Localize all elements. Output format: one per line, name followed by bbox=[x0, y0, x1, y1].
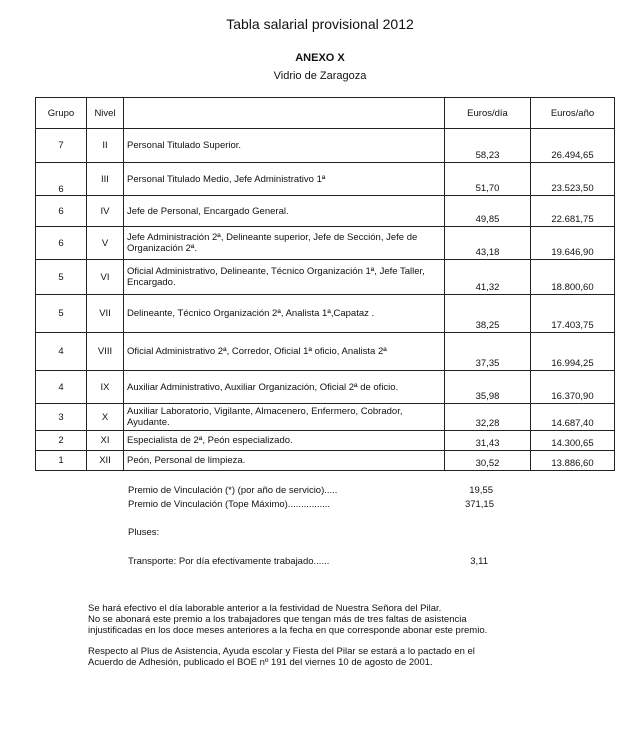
euros-ano-cell: 16.994,25 bbox=[531, 333, 615, 371]
nivel-cell: X bbox=[87, 404, 124, 431]
euros-dia-cell: 31,43 bbox=[445, 431, 531, 451]
note-line: No se abonará este premio a los trabajadores que tengan más de tres faltas de asistencia bbox=[88, 614, 467, 625]
euros-dia-cell: 49,85 bbox=[445, 196, 531, 227]
categoria-cell: Jefe Administración 2ª, Delineante superior, Jefe de Sección, Jefe de Organización 2ª. bbox=[124, 227, 445, 260]
table-row bbox=[36, 451, 615, 471]
header-euros-dia: Euros/día bbox=[445, 98, 531, 129]
premio-tope-value: 371,15 bbox=[464, 499, 494, 510]
note-line: Respecto al Plus de Asistencia, Ayuda escolar y Fiesta del Pilar se estará a lo pactado en el bbox=[88, 646, 475, 657]
company-name: Vidrio de Zaragoza bbox=[273, 70, 367, 82]
nivel-cell: II bbox=[87, 129, 124, 163]
euros-dia-cell: 43,18 bbox=[445, 227, 531, 260]
euros-dia-cell: 51,70 bbox=[445, 163, 531, 196]
table-row bbox=[36, 227, 615, 260]
euros-dia-cell: 30,52 bbox=[445, 451, 531, 471]
euros-ano-cell: 17.403,75 bbox=[531, 295, 615, 333]
euros-ano-cell: 19.646,90 bbox=[531, 227, 615, 260]
euros-ano-cell: 26.494,65 bbox=[531, 129, 615, 163]
annex-heading: ANEXO X bbox=[295, 52, 345, 64]
document-title: Tabla salarial provisional 2012 bbox=[226, 16, 414, 32]
euros-dia-cell: 32,28 bbox=[445, 404, 531, 431]
euros-dia-cell: 41,32 bbox=[445, 260, 531, 295]
nivel-cell: VI bbox=[87, 260, 124, 295]
grupo-cell: 6 bbox=[36, 227, 87, 260]
categoria-cell: Delineante, Técnico Organización 2ª, Analista 1ª,Capataz . bbox=[124, 295, 445, 333]
nivel-cell: IX bbox=[87, 371, 124, 404]
table-row bbox=[36, 260, 615, 295]
header-euros-ano: Euros/año bbox=[531, 98, 615, 129]
grupo-cell: 2 bbox=[36, 431, 87, 451]
euros-dia-cell: 35,98 bbox=[445, 371, 531, 404]
header-nivel: Nivel bbox=[87, 98, 124, 129]
header-categoria bbox=[124, 98, 445, 129]
categoria-cell: Jefe de Personal, Encargado General. bbox=[124, 196, 445, 227]
euros-dia-cell: 37,35 bbox=[445, 333, 531, 371]
grupo-cell: 5 bbox=[36, 295, 87, 333]
nivel-cell: VIII bbox=[87, 333, 124, 371]
categoria-cell: Personal Titulado Medio, Jefe Administrativo 1ª bbox=[124, 163, 445, 196]
grupo-cell: 1 bbox=[36, 451, 87, 471]
table-row bbox=[36, 196, 615, 227]
euros-dia-cell: 38,25 bbox=[445, 295, 531, 333]
table-row bbox=[36, 295, 615, 333]
table-row bbox=[36, 404, 615, 431]
nivel-cell: XI bbox=[87, 431, 124, 451]
euros-ano-cell: 23.523,50 bbox=[531, 163, 615, 196]
euros-ano-cell: 13.886,60 bbox=[531, 451, 615, 471]
note-line: Acuerdo de Adhesión, publicado el BOE nº 191 del viernes 10 de agosto de 2001. bbox=[88, 657, 433, 668]
table-row bbox=[36, 333, 615, 371]
grupo-cell: 4 bbox=[36, 333, 87, 371]
nivel-cell: III bbox=[87, 163, 124, 196]
grupo-cell: 6 bbox=[36, 196, 87, 227]
categoria-cell: Oficial Administrativo, Delineante, Técnico Organización 1ª, Jefe Taller, Encargado. bbox=[124, 260, 445, 295]
note-line: Se hará efectivo el día laborable anterior a la festividad de Nuestra Señora del Pilar. bbox=[88, 603, 442, 614]
grupo-cell: 3 bbox=[36, 404, 87, 431]
categoria-cell: Especialista de 2ª, Peón especializado. bbox=[124, 431, 445, 451]
categoria-cell: Peón, Personal de limpieza. bbox=[124, 451, 445, 471]
premio-anual-label: Premio de Vinculación (*) (por año de servicio)..... bbox=[128, 485, 338, 496]
note-pluses bbox=[88, 646, 558, 668]
nivel-cell: V bbox=[87, 227, 124, 260]
euros-ano-cell: 14.687,40 bbox=[531, 404, 615, 431]
table-row bbox=[36, 371, 615, 404]
salary-table bbox=[35, 97, 615, 471]
table-row bbox=[36, 163, 615, 196]
premio-anual-value: 19,55 bbox=[469, 485, 493, 496]
transporte-label: Transporte: Por día efectivamente trabajado...... bbox=[128, 556, 330, 567]
euros-ano-cell: 22.681,75 bbox=[531, 196, 615, 227]
categoria-cell: Auxiliar Laboratorio, Vigilante, Almacenero, Enfermero, Cobrador, Ayudante. bbox=[124, 404, 445, 431]
euros-ano-cell: 14.300,65 bbox=[531, 431, 615, 451]
note-premio bbox=[88, 603, 558, 636]
nivel-cell: XII bbox=[87, 451, 124, 471]
euros-ano-cell: 16.370,90 bbox=[531, 371, 615, 404]
grupo-cell: 5 bbox=[36, 260, 87, 295]
nivel-cell: VII bbox=[87, 295, 124, 333]
header-grupo: Grupo bbox=[36, 98, 87, 129]
categoria-cell: Personal Titulado Superior. bbox=[124, 129, 445, 163]
note-line: injustificadas en los doce meses anteriores a la fecha en que corresponde abonar este premio. bbox=[88, 625, 488, 636]
grupo-cell: 4 bbox=[36, 371, 87, 404]
euros-dia-cell: 58,23 bbox=[445, 129, 531, 163]
nivel-cell: IV bbox=[87, 196, 124, 227]
euros-ano-cell: 18.800,60 bbox=[531, 260, 615, 295]
premio-tope-label: Premio de Vinculación (Tope Máximo)................ bbox=[128, 499, 331, 510]
categoria-cell: Oficial Administrativo 2ª, Corredor, Oficial 1ª oficio, Analista 2ª bbox=[124, 333, 445, 371]
table-row bbox=[36, 129, 615, 163]
grupo-cell: 7 bbox=[36, 129, 87, 163]
transporte-value: 3,11 bbox=[470, 556, 488, 567]
table-row bbox=[36, 431, 615, 451]
categoria-cell: Auxiliar Administrativo, Auxiliar Organización, Oficial 2ª de oficio. bbox=[124, 371, 445, 404]
grupo-cell: 6 bbox=[36, 163, 87, 196]
pluses-label: Pluses: bbox=[128, 527, 160, 538]
table-header-row bbox=[36, 98, 615, 129]
